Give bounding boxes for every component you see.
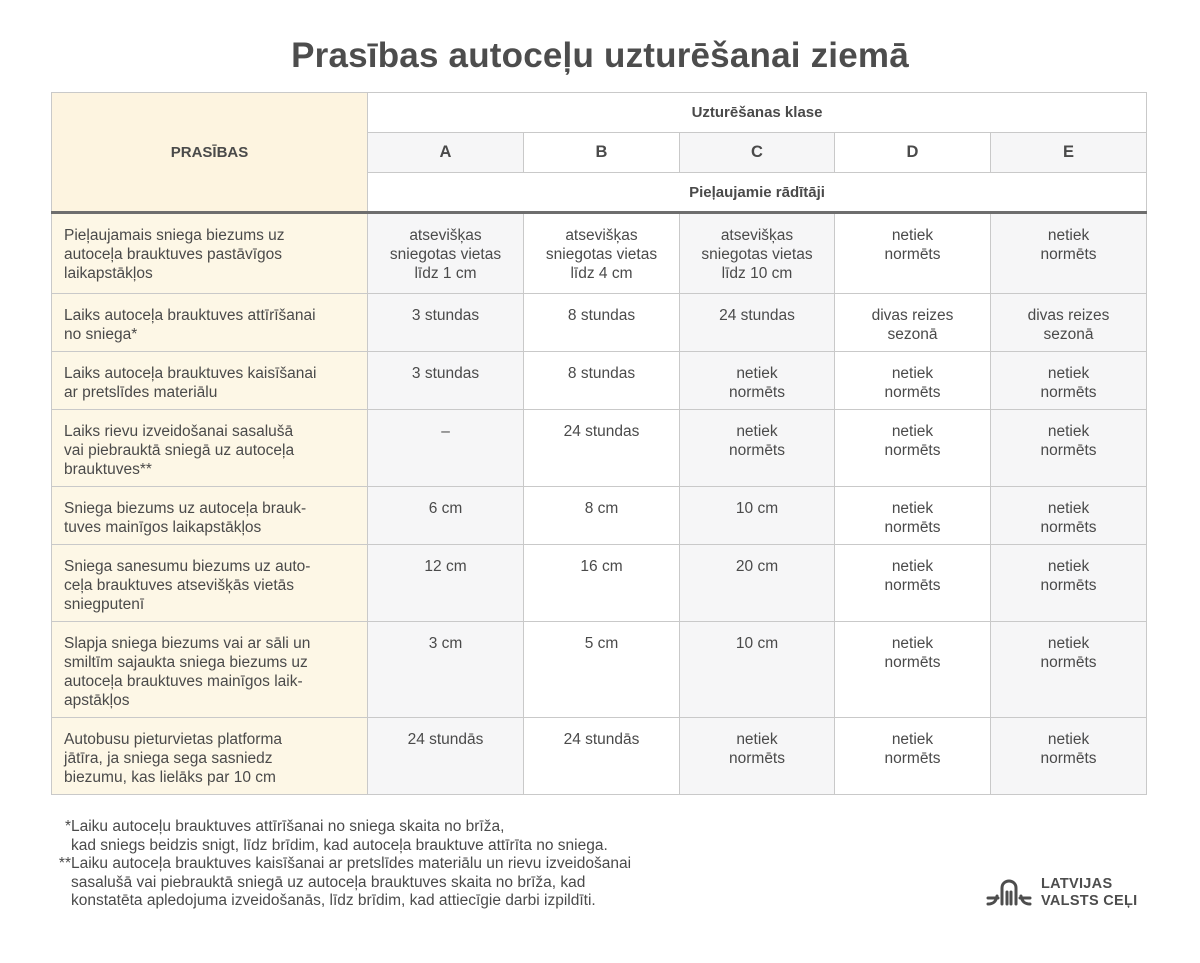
requirement-cell bbox=[52, 294, 368, 352]
table-row bbox=[52, 622, 1147, 718]
value-text-line: netiek bbox=[891, 635, 934, 652]
requirement-text-line: sniegputenī bbox=[64, 596, 145, 613]
value-text-line: atsevišķas bbox=[409, 227, 482, 244]
value-text-line: normēts bbox=[1040, 577, 1097, 594]
value-text-line: normēts bbox=[884, 384, 941, 401]
value-text-line: sniegotas vietas bbox=[389, 246, 502, 263]
value-text-line: normēts bbox=[729, 442, 785, 459]
value-text-line: – bbox=[441, 423, 450, 440]
value-text-line: normēts bbox=[1040, 384, 1097, 401]
requirement-text-line: Pieļaujamais sniega biezums uz bbox=[64, 227, 285, 244]
value-text-line: sniegotas vietas bbox=[545, 246, 658, 263]
logo bbox=[985, 876, 1137, 910]
page-title: Prasības autoceļu uzturēšanai ziemā bbox=[291, 36, 909, 75]
value-text-line: 12 cm bbox=[424, 558, 467, 575]
table-row bbox=[52, 487, 1147, 545]
value-text-line: netiek bbox=[1047, 500, 1090, 517]
value-text-line: normēts bbox=[884, 577, 941, 594]
value-cell-b bbox=[524, 410, 680, 487]
table-row bbox=[52, 410, 1147, 487]
value-text-line: 10 cm bbox=[735, 500, 779, 517]
value-text-line: 8 stundas bbox=[567, 307, 636, 324]
allowed-values-subheader: Pieļaujamie rādītāji bbox=[368, 173, 1147, 213]
value-text-line: līdz 4 cm bbox=[570, 265, 633, 282]
value-text-line: netiek bbox=[1047, 423, 1090, 440]
value-cell-c bbox=[680, 718, 835, 795]
value-text-line: netiek bbox=[891, 500, 934, 517]
value-text-line: normēts bbox=[884, 750, 941, 767]
footnote-2-line-1: Laiku autoceļa brauktuves kaisīšanai ar pretslīdes materiālu un rievu izveidošanai bbox=[71, 855, 632, 872]
value-cell-c bbox=[680, 213, 835, 294]
value-text-line: netiek bbox=[736, 423, 778, 440]
requirement-text-line: autoceļa brauktuves pastāvīgos bbox=[64, 246, 282, 263]
value-text-line: normēts bbox=[884, 442, 941, 459]
value-text-line: divas reizes bbox=[1027, 307, 1110, 324]
value-cell-a bbox=[368, 213, 524, 294]
logo-line-1: LATVIJAS bbox=[1041, 876, 1113, 892]
value-text-line: normēts bbox=[1040, 246, 1097, 263]
value-cell-e bbox=[991, 487, 1147, 545]
value-text-line: netiek bbox=[891, 227, 934, 244]
value-cell-d bbox=[835, 545, 991, 622]
value-cell-b bbox=[524, 545, 680, 622]
value-cell-a bbox=[368, 352, 524, 410]
value-text-line: netiek bbox=[891, 423, 934, 440]
value-text-line: netiek bbox=[1047, 635, 1090, 652]
requirements-header: PRASĪBAS bbox=[52, 93, 368, 213]
requirement-text-line: ceļa brauktuves atsevišķās vietās bbox=[64, 577, 295, 594]
value-text-line: normēts bbox=[884, 654, 941, 671]
value-cell-d bbox=[835, 622, 991, 718]
value-cell-d bbox=[835, 352, 991, 410]
requirement-text-line: no sniega* bbox=[64, 326, 138, 343]
value-text-line: 20 cm bbox=[735, 558, 779, 575]
value-text-line: netiek bbox=[1047, 365, 1090, 382]
value-text-line: 3 cm bbox=[428, 635, 463, 652]
value-text-line: 24 stundas bbox=[563, 423, 640, 440]
requirement-text-line: Sniega biezums uz autoceļa brauk- bbox=[64, 500, 307, 517]
value-cell-b bbox=[524, 294, 680, 352]
value-cell-e bbox=[991, 718, 1147, 795]
value-text-line: sezonā bbox=[1043, 326, 1094, 343]
value-cell-e bbox=[991, 545, 1147, 622]
requirement-text-line: Autobusu pieturvietas platforma bbox=[64, 731, 282, 748]
requirement-cell bbox=[52, 213, 368, 294]
value-text-line: 10 cm bbox=[735, 635, 779, 652]
footnote-2 bbox=[51, 855, 771, 911]
value-cell-b bbox=[524, 213, 680, 294]
value-cell-c bbox=[680, 352, 835, 410]
table-row bbox=[52, 213, 1147, 294]
requirement-text-line: vai piebrauktā sniegā uz autoceļa bbox=[64, 442, 295, 459]
value-cell-d bbox=[835, 718, 991, 795]
table-body bbox=[52, 213, 1147, 795]
value-text-line: sezonā bbox=[887, 326, 938, 343]
footnote-2-mark: ** bbox=[58, 855, 71, 872]
value-text-line: normēts bbox=[729, 384, 785, 401]
table-row bbox=[52, 352, 1147, 410]
requirements-table bbox=[51, 92, 1147, 795]
value-text-line: 24 stundās bbox=[407, 731, 484, 748]
value-text-line: 3 stundas bbox=[411, 365, 480, 382]
requirement-cell bbox=[52, 410, 368, 487]
value-text-line: atsevišķas bbox=[565, 227, 638, 244]
value-text-line: netiek bbox=[1047, 227, 1090, 244]
value-cell-e bbox=[991, 294, 1147, 352]
value-cell-a bbox=[368, 718, 524, 795]
value-cell-e bbox=[991, 352, 1147, 410]
value-cell-a bbox=[368, 545, 524, 622]
footnotes bbox=[51, 818, 771, 911]
requirement-text-line: tuves mainīgos laikapstākļos bbox=[64, 519, 262, 536]
value-cell-b bbox=[524, 622, 680, 718]
class-a-header: A bbox=[368, 133, 524, 173]
value-text-line: normēts bbox=[884, 519, 941, 536]
table-row bbox=[52, 545, 1147, 622]
requirement-text-line: Laiks autoceļa brauktuves attīrīšanai bbox=[64, 307, 316, 324]
requirement-text-line: Sniega sanesumu biezums uz auto- bbox=[64, 558, 311, 575]
value-text-line: 3 stundas bbox=[411, 307, 480, 324]
requirement-cell bbox=[52, 487, 368, 545]
value-text-line: netiek bbox=[891, 558, 934, 575]
value-text-line: sniegotas vietas bbox=[701, 246, 813, 263]
value-cell-e bbox=[991, 622, 1147, 718]
footnote-1-mark: * bbox=[64, 818, 71, 835]
value-text-line: 6 cm bbox=[428, 500, 463, 517]
requirement-text-line: laikapstākļos bbox=[64, 265, 153, 282]
class-c-header: C bbox=[680, 133, 835, 173]
class-d-header: D bbox=[835, 133, 991, 173]
value-cell-b bbox=[524, 718, 680, 795]
value-text-line: līdz 1 cm bbox=[414, 265, 477, 282]
value-cell-a bbox=[368, 487, 524, 545]
value-cell-d bbox=[835, 410, 991, 487]
value-text-line: līdz 10 cm bbox=[721, 265, 793, 282]
value-text-line: normēts bbox=[1040, 654, 1097, 671]
requirement-cell bbox=[52, 622, 368, 718]
value-text-line: 24 stundās bbox=[563, 731, 640, 748]
value-cell-c bbox=[680, 487, 835, 545]
value-text-line: 8 stundas bbox=[567, 365, 636, 382]
value-cell-b bbox=[524, 352, 680, 410]
requirement-text-line: brauktuves** bbox=[64, 461, 152, 478]
value-text-line: normēts bbox=[1040, 519, 1097, 536]
value-cell-d bbox=[835, 213, 991, 294]
value-cell-c bbox=[680, 545, 835, 622]
value-text-line: netiek bbox=[1047, 731, 1090, 748]
value-text-line: 24 stundas bbox=[719, 307, 795, 324]
value-text-line: netiek bbox=[736, 731, 778, 748]
value-cell-e bbox=[991, 213, 1147, 294]
value-cell-d bbox=[835, 487, 991, 545]
value-text-line: 8 cm bbox=[584, 500, 619, 517]
value-cell-b bbox=[524, 487, 680, 545]
latvijas-valsts-celi-logo-icon bbox=[985, 878, 1033, 908]
requirement-text-line: jātīra, ja sniega sega sasniedz bbox=[64, 750, 273, 767]
value-text-line: 16 cm bbox=[580, 558, 623, 575]
footnote-1-line-2: kad sniegs beidzis snigt, līdz brīdim, kad autoceļa brauktuve attīrīta no sniega. bbox=[71, 836, 608, 854]
requirement-text-line: apstākļos bbox=[64, 692, 130, 709]
class-header: Uzturēšanas klase bbox=[368, 93, 1147, 133]
requirement-text-line: Laiks rievu izveidošanai sasalušā bbox=[64, 423, 294, 440]
requirement-text-line: autoceļa brauktuves mainīgos laik- bbox=[64, 673, 303, 690]
logo-line-2: VALSTS CEĻI bbox=[1041, 893, 1138, 909]
value-cell-a bbox=[368, 622, 524, 718]
requirement-cell bbox=[52, 352, 368, 410]
footnote-2-line-3: konstatēta apledojuma izveidošanās, līdz brīdim, kad attiecīgie darbi izpildīti. bbox=[71, 892, 596, 909]
value-cell-a bbox=[368, 294, 524, 352]
class-b-header: B bbox=[524, 133, 680, 173]
value-cell-e bbox=[991, 410, 1147, 487]
table-row bbox=[52, 718, 1147, 795]
value-text-line: normēts bbox=[1040, 750, 1097, 767]
requirement-text-line: smiltīm sajaukta sniega biezums uz bbox=[64, 654, 308, 671]
value-text-line: divas reizes bbox=[871, 307, 954, 324]
requirement-text-line: Slapja sniega biezums vai ar sāli un bbox=[64, 635, 311, 652]
value-text-line: netiek bbox=[891, 731, 934, 748]
value-cell-c bbox=[680, 622, 835, 718]
value-text-line: 5 cm bbox=[584, 635, 619, 652]
value-cell-a bbox=[368, 410, 524, 487]
table-row bbox=[52, 294, 1147, 352]
value-cell-c bbox=[680, 410, 835, 487]
class-e-header: E bbox=[991, 133, 1147, 173]
requirement-cell bbox=[52, 545, 368, 622]
value-text-line: atsevišķas bbox=[720, 227, 794, 244]
value-text-line: normēts bbox=[729, 750, 785, 767]
footnote-1-line-1: Laiku autoceļu brauktuves attīrīšanai no sniega skaita no brīža, bbox=[71, 818, 505, 835]
value-text-line: netiek bbox=[736, 365, 778, 382]
requirement-cell bbox=[52, 718, 368, 795]
value-cell-c bbox=[680, 294, 835, 352]
requirement-text-line: biezumu, kas lielāks par 10 cm bbox=[64, 769, 276, 786]
value-text-line: netiek bbox=[1047, 558, 1090, 575]
value-cell-d bbox=[835, 294, 991, 352]
requirement-text-line: ar pretslīdes materiālu bbox=[64, 384, 218, 401]
requirement-text-line: Laiks autoceļa brauktuves kaisīšanai bbox=[64, 365, 317, 382]
value-text-line: normēts bbox=[1040, 442, 1097, 459]
footnote-1 bbox=[51, 818, 771, 855]
value-text-line: netiek bbox=[891, 365, 934, 382]
value-text-line: normēts bbox=[884, 246, 941, 263]
footnote-2-line-2: sasalušā vai piebrauktā sniegā uz autoceļa brauktuves skaita no brīža, kad bbox=[71, 873, 586, 891]
